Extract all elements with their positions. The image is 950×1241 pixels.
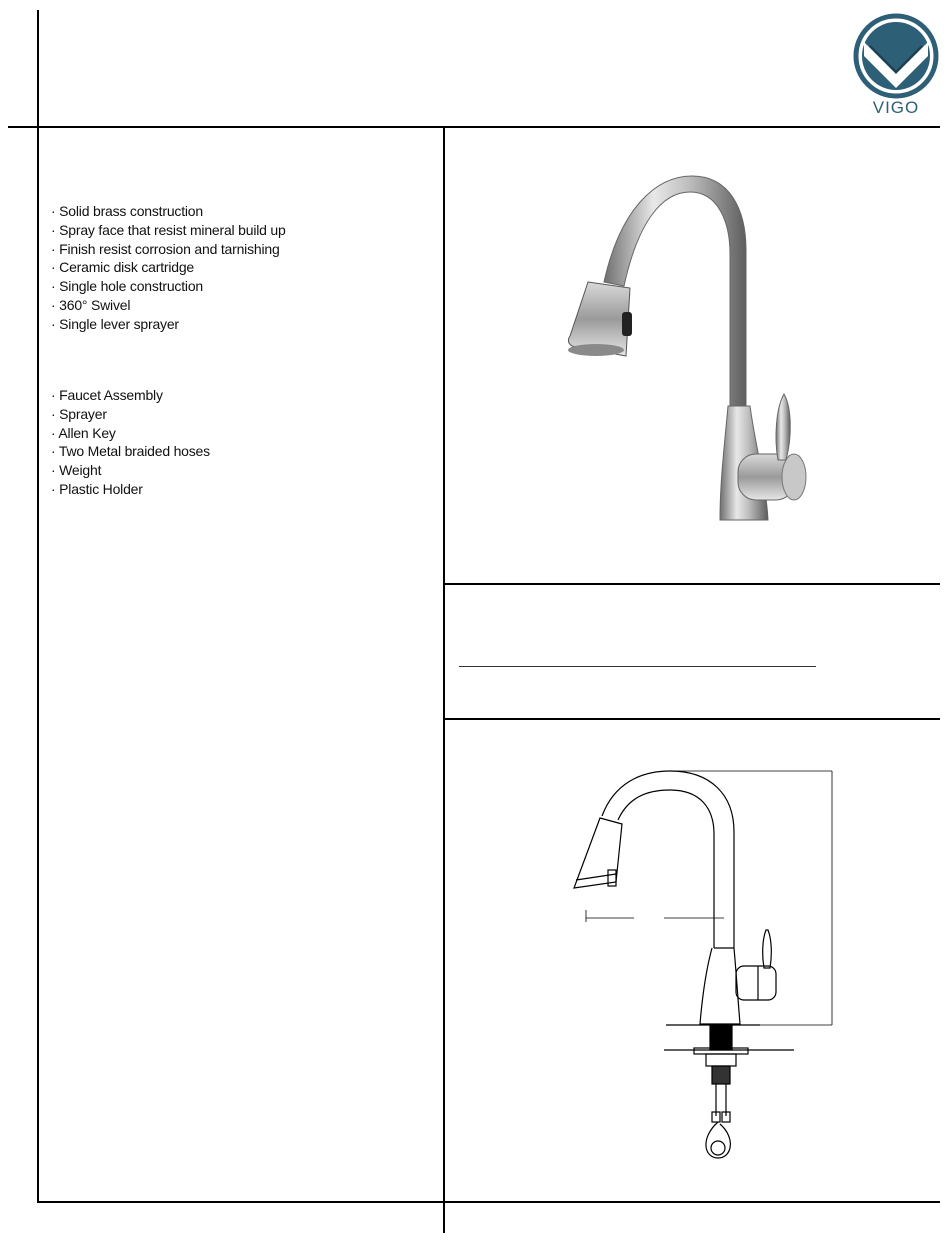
column-divider — [443, 127, 445, 1233]
logo-wordmark: VIGO — [872, 98, 920, 117]
features-list — [51, 202, 286, 334]
included-items-list — [51, 386, 210, 499]
list-item: · Allen Key — [51, 424, 210, 443]
specification-underline — [459, 666, 816, 667]
list-item: · 360° Swivel — [51, 296, 286, 315]
middle-box-bottom-rule — [444, 718, 940, 720]
list-item: · Faucet Assembly — [51, 386, 210, 405]
list-item: · Two Metal braided hoses — [51, 442, 210, 461]
list-item: · Finish resist corrosion and tarnishing — [51, 240, 286, 259]
left-vertical-rule — [37, 10, 39, 1203]
faucet-product-photo — [560, 170, 820, 530]
header-bottom-rule — [8, 126, 940, 128]
list-item: · Plastic Holder — [51, 480, 210, 499]
faucet-technical-drawing — [560, 760, 850, 1170]
list-item: · Single hole construction — [51, 277, 286, 296]
footer-rule — [37, 1201, 940, 1203]
list-item: · Single lever sprayer — [51, 315, 286, 334]
list-item: · Spray face that resist mineral build up — [51, 221, 286, 240]
list-item: · Solid brass construction — [51, 202, 286, 221]
list-item: · Ceramic disk cartridge — [51, 258, 286, 277]
vigo-logo — [852, 12, 942, 118]
list-item: · Weight — [51, 461, 210, 480]
list-item: · Sprayer — [51, 405, 210, 424]
photo-bottom-rule — [444, 583, 940, 585]
